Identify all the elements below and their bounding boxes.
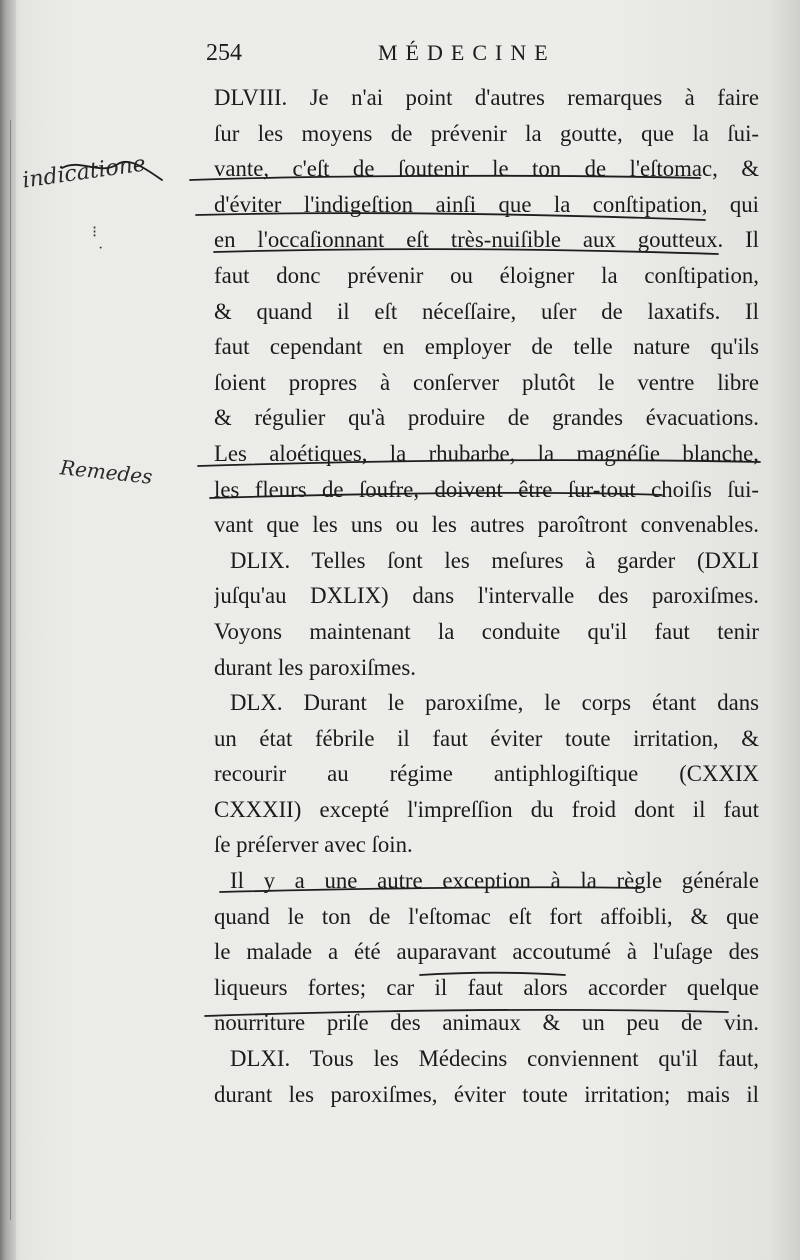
text-line: quand le ton de l'eſtomac eſt fort affoibli, & que [214,903,759,929]
text-line: ſe préſerver avec ſoin. [214,832,413,858]
text-line: ſoient propres à conſerver plutôt le ventre libre [214,369,759,395]
pen-underline [190,176,700,180]
text-line: recourir au régime antiphlogiſtique (CXXIX [214,761,759,787]
running-head: MÉDECINE [378,40,556,65]
pen-underline [198,460,760,466]
text-line: liqueurs fortes; car il faut alors accorder quelque [214,974,759,1000]
text-line: le malade a été auparavant accoutumé à l'uſage des [214,939,759,965]
pen-underline [420,973,565,975]
text-line: DLIX. Telles ſont les meſures à garder (DXLI [230,547,759,573]
text-line: ſur les moyens de prévenir la goutte, que la ſui- [214,120,759,146]
text-line: faut cependant en employer de telle nature qu'ils [214,334,759,360]
pen-underline [214,249,718,254]
ink-speck: · [98,240,104,257]
ink-speck: ⁝ [92,224,98,241]
pen-underline [205,1010,728,1016]
text-line: vante, c'eſt de ſoutenir le ton de l'eſtomac, & [214,156,759,182]
text-line: les fleurs de ſoufre, doivent être ſur-tout choiſis ſui- [214,476,759,502]
pen-underline [220,887,640,892]
text-line: d'éviter l'indigeſtion ainſi que la conſtipation, qui [214,191,759,217]
text-line: un état fébrile il faut éviter toute irritation, & [214,725,759,751]
text-line: durant les paroxiſmes, éviter toute irritation; mais il [214,1081,759,1107]
text-line: durant les paroxiſmes. [214,654,416,680]
page-number: 254 [206,40,242,66]
margin-note-handwritten: indicatione [20,151,148,194]
text-line: nourriture priſe des animaux & un peu de vin. [214,1010,759,1036]
text-line: en l'occaſionnant eſt très-nuiſible aux goutteux. Il [214,227,759,253]
text-line: Il y a une autre exception à la règle générale [230,868,759,894]
text-line: & régulier qu'à produire de grandes évacuations. [214,405,759,431]
text-line: DLXI. Tous les Médecins conviennent qu'il faut, [230,1046,759,1072]
pen-underline [196,213,705,220]
text-line: DLX. Durant le paroxiſme, le corps étant dans [230,690,759,716]
text-line: Les aloétiques, la rhubarbe, la magnéſie blanche, [214,440,759,466]
pen-scribble [62,162,162,180]
text-line: & quand il eſt néceſſaire, uſer de laxatifs. Il [214,298,759,324]
text-line: CXXXII) excepté l'impreſſion du froid dont il faut [214,796,759,822]
pen-underline [210,493,662,498]
text-line: faut donc prévenir ou éloigner la conſtipation, [214,262,759,288]
text-line: Voyons maintenant la conduite qu'il faut tenir [214,618,759,644]
text-line: DLVIII. Je n'ai point d'autres remarques à faire [214,85,759,110]
margin-note-handwritten: Remedes [58,455,154,489]
text-line: vant que les uns ou les autres paroîtront convenables. [214,512,759,538]
text-line: juſqu'au DXLIX) dans l'intervalle des paroxiſmes. [214,583,759,609]
